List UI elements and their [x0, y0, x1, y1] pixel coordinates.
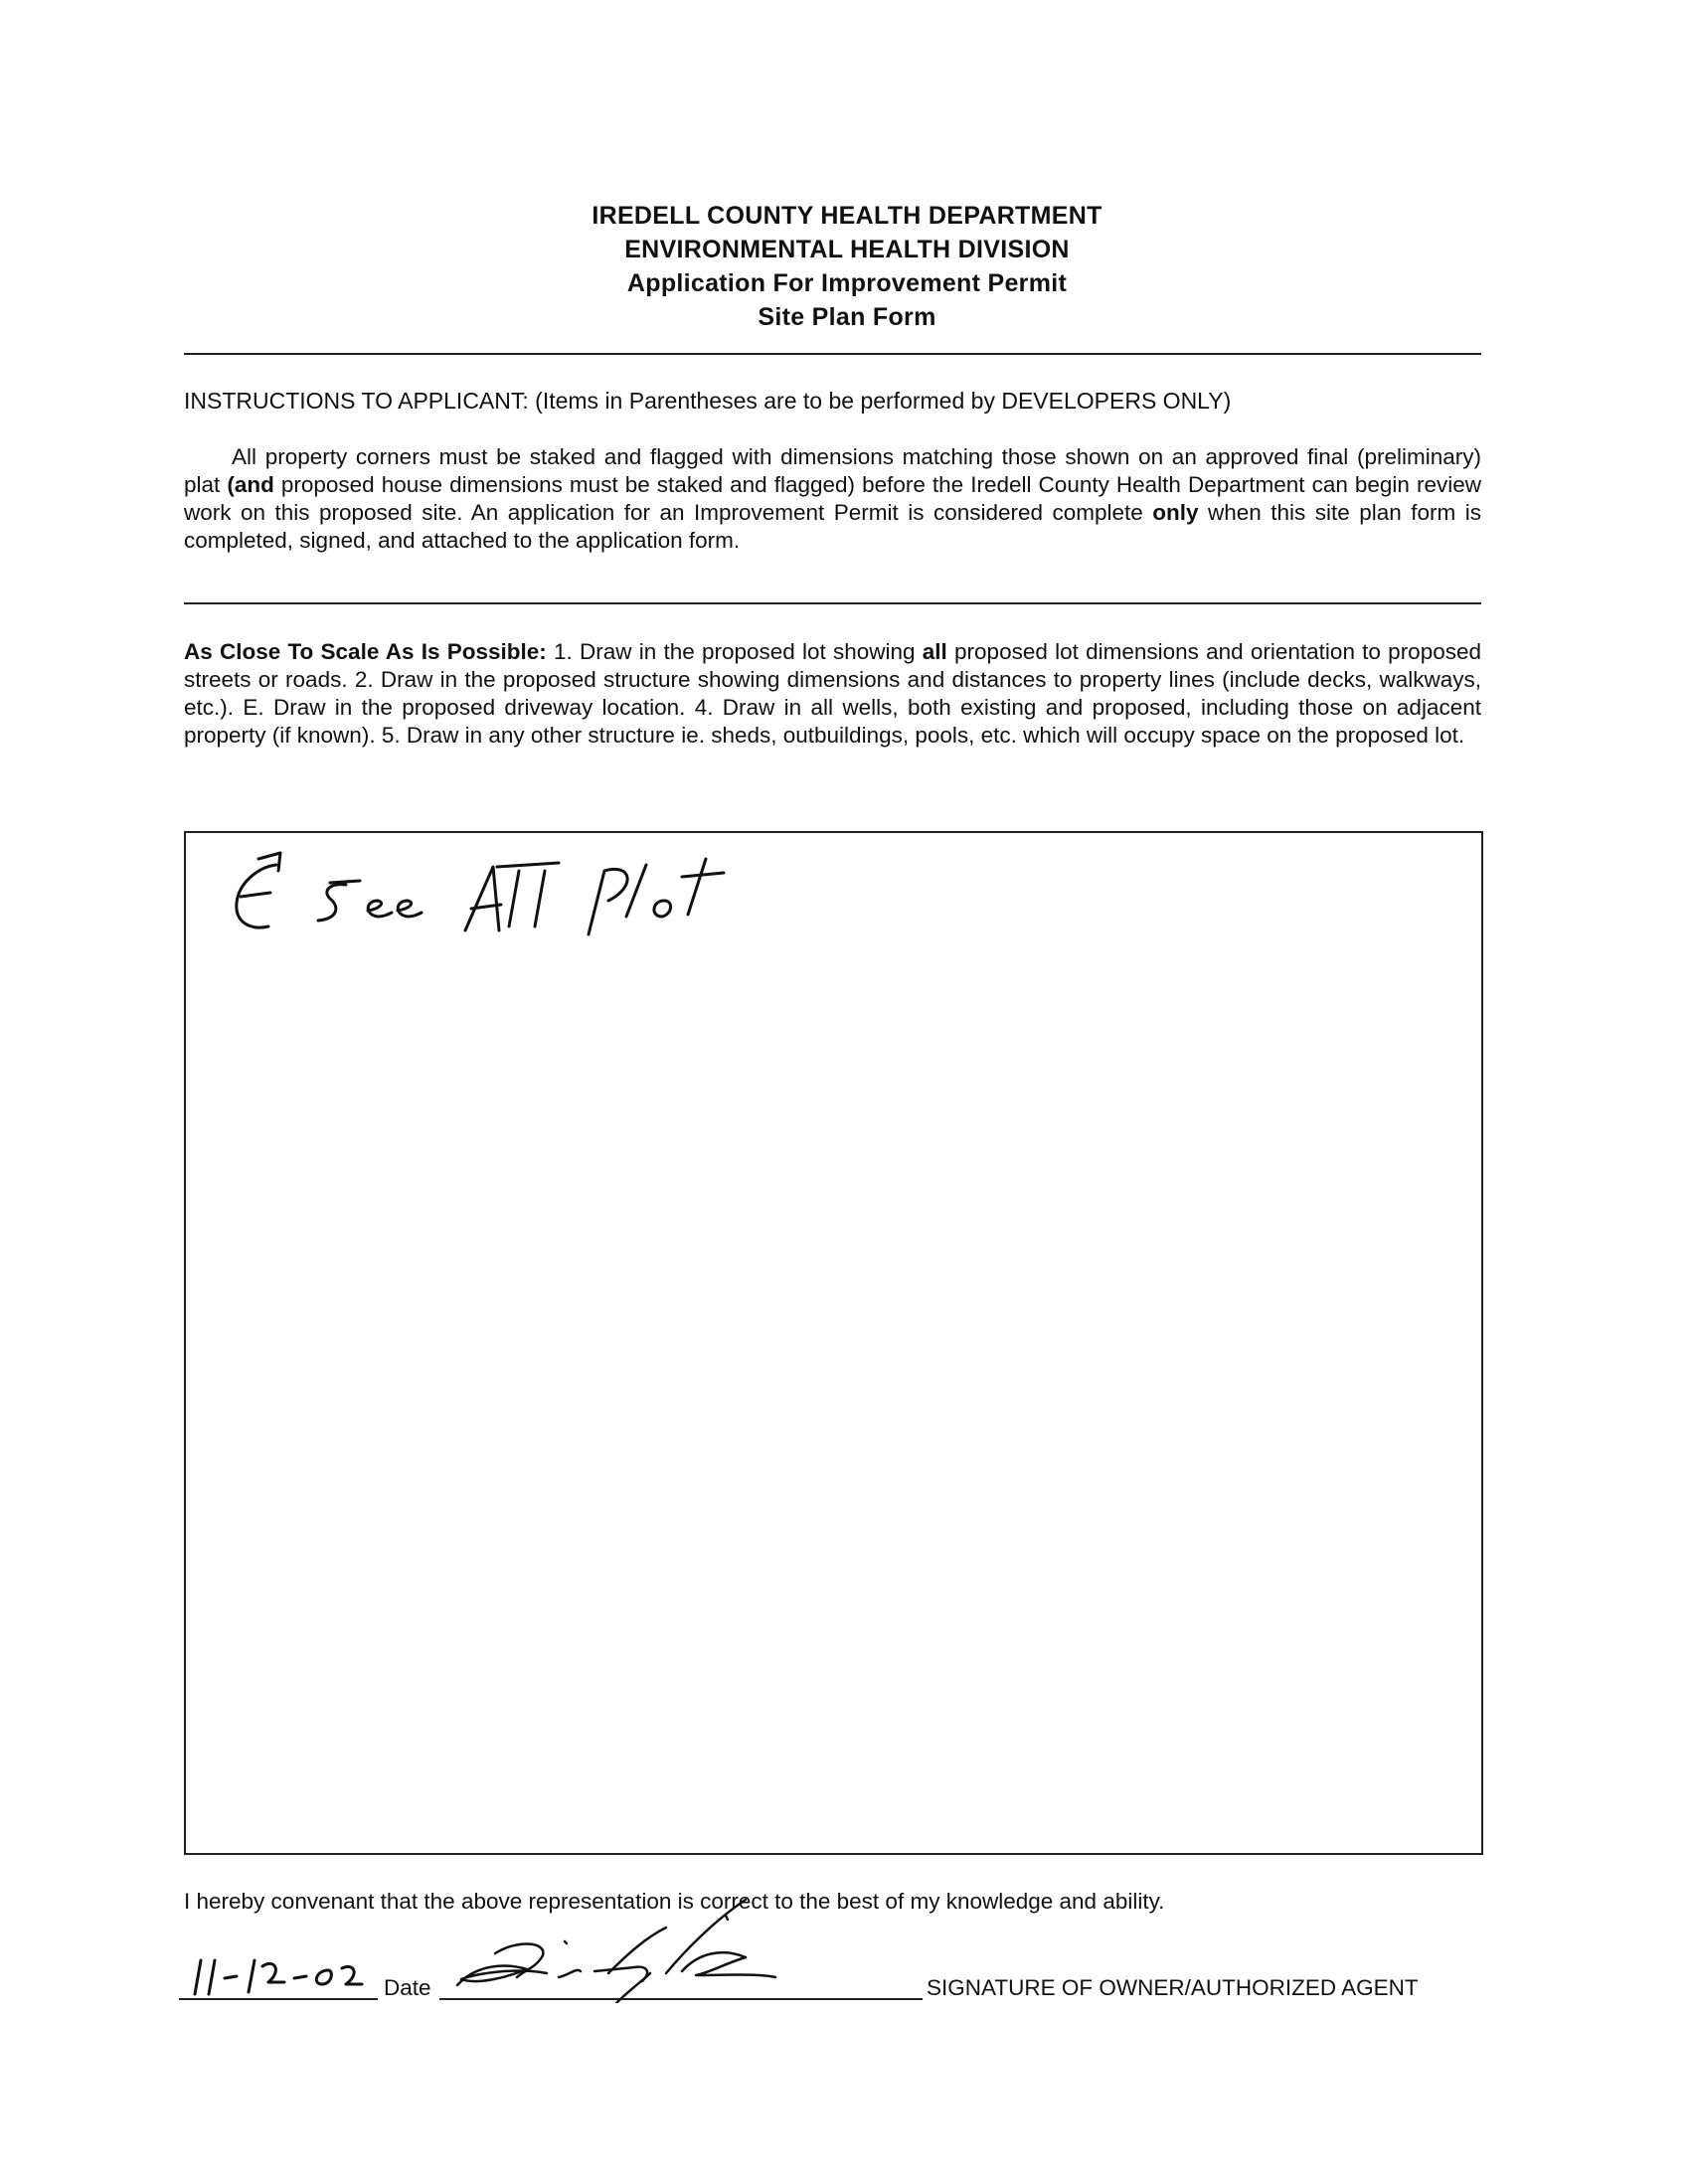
- instructions-text-2: proposed house dimensions must be staked and flagged) before the Iredell County Health Department can begin review work on this proposed site. An application for an Improvement Permit is considered complete: [184, 472, 1482, 525]
- scale-bold-all: all: [922, 639, 947, 664]
- divider-top: [184, 353, 1481, 355]
- scale-text-2: proposed lot dimensions and orientation to proposed streets or roads. 2. Draw in the proposed structure showing dimensions and distances to property lines (include decks, walkways, etc.). E. Draw in the proposed driveway location. 4. Draw in all wells, both existing and proposed, including those on adjacent property (if known). 5. Draw in any other structure ie. sheds, outbuildings, pools, etc. which will occupy space on the proposed lot.: [184, 639, 1481, 748]
- handwritten-date: [179, 1952, 378, 2000]
- scale-heading: As Close To Scale As Is Possible:: [184, 639, 547, 664]
- form-title: Site Plan Form: [758, 303, 936, 331]
- signature-label: SIGNATURE OF OWNER/AUTHORIZED AGENT: [927, 1975, 1419, 2000]
- scale-text-1: 1. Draw in the proposed lot showing: [546, 639, 923, 664]
- date-label: Date: [384, 1975, 431, 2000]
- application-title: Application For Improvement Permit: [626, 269, 1068, 297]
- instructions-heading: INSTRUCTIONS TO APPLICANT: (Items in Parentheses are to be performed by DEVELOPERS ONLY): [184, 388, 1232, 414]
- handwritten-signature: [447, 1894, 925, 2003]
- certification-statement: I hereby convenant that the above representation is correct to the best of my knowledge and ability.: [184, 1889, 1165, 1914]
- handwritten-see-att-plot: [219, 845, 915, 954]
- scale-instructions: [184, 638, 1481, 750]
- instructions-text-3: when this site plan form is completed, signed, and attached to the application form.: [184, 500, 1481, 553]
- divider-middle: [184, 602, 1481, 604]
- instructions-bold-only: only: [1152, 500, 1199, 525]
- division-title: ENVIRONMENTAL HEALTH DIVISION: [624, 236, 1070, 263]
- instructions-bold-and: (and: [227, 472, 274, 497]
- instructions-text-1: All property corners must be staked and flagged with dimensions matching those shown on an approved final (preliminary) plat: [184, 444, 1481, 497]
- instructions-paragraph: [184, 443, 1481, 555]
- form-header: [0, 199, 1694, 334]
- site-plan-drawing-area[interactable]: [184, 831, 1483, 1855]
- department-title: IREDELL COUNTY HEALTH DEPARTMENT: [592, 202, 1102, 230]
